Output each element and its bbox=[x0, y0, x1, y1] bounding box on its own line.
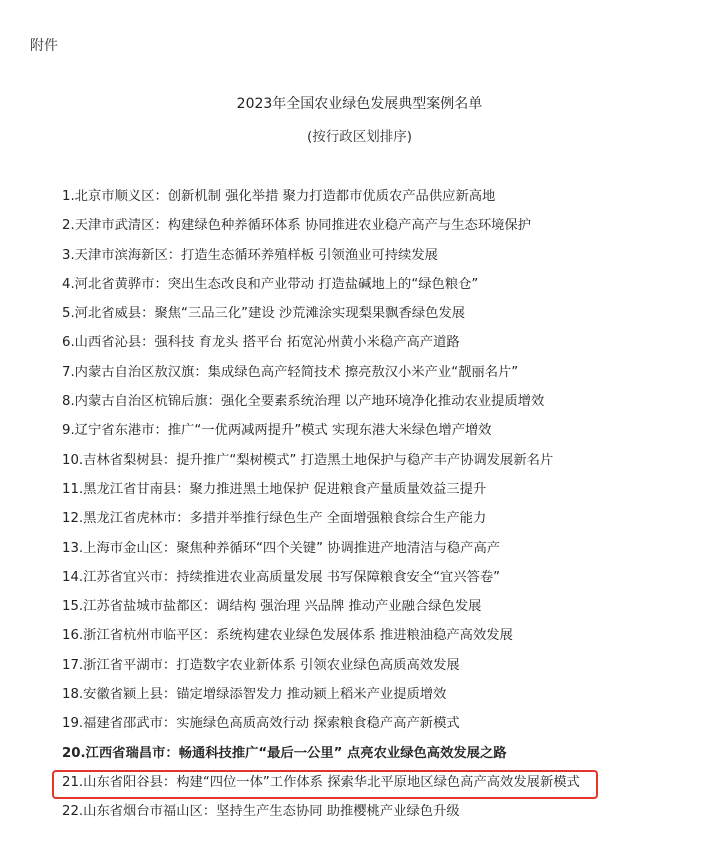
list-item: 18.安徽省颍上县：锚定增绿添智发力 推动颍上稻米产业提质增效 bbox=[62, 687, 447, 703]
list-item-highlighted: 20.江西省瑞昌市：畅通科技推广“最后一公里” 点亮农业绿色高效发展之路 bbox=[62, 745, 507, 761]
list-item: 12.黑龙江省虎林市：多措并举推行绿色生产 全面增强粮食综合生产能力 bbox=[62, 511, 487, 527]
document-subtitle: (按行政区划排序) bbox=[306, 129, 413, 145]
list-item: 4.河北省黄骅市：突出生态改良和产业带动 打造盐碱地上的“绿色粮仓” bbox=[62, 276, 479, 292]
list-item: 6.山西省沁县：强科技 育龙头 搭平台 拓宽沁州黄小米稳产高产道路 bbox=[62, 335, 460, 351]
list-item: 7.内蒙古自治区敖汉旗：集成绿色高产轻简技术 擦亮敖汉小米产业“靓丽名片” bbox=[62, 364, 519, 380]
list-item: 14.江苏省宜兴市：持续推进农业高质量发展 书写保障粮食安全“宜兴答卷” bbox=[62, 569, 501, 585]
list-item: 8.内蒙古自治区杭锦后旗：强化全要素系统治理 以产地环境净化推动农业提质增效 bbox=[62, 394, 545, 410]
list-item: 22.山东省烟台市福山区：坚持生产生态协同 助推樱桃产业绿色升级 bbox=[62, 804, 460, 820]
list-item: 19.福建省邵武市：实施绿色高质高效行动 探索粮食稳产高产新模式 bbox=[62, 716, 460, 732]
attachment-label: 附件 bbox=[30, 38, 58, 54]
list-item: 5.河北省威县：聚焦“三品三化”建设 沙荒滩涂实现梨果飘香绿色发展 bbox=[62, 306, 466, 322]
document-title: 2023年全国农业绿色发展典型案例名单 bbox=[236, 96, 483, 112]
list-item: 10.吉林省梨树县：提升推广“梨树模式” 打造黑土地保护与稳产丰产协调发展新名片 bbox=[62, 452, 554, 468]
list-item: 17.浙江省平湖市：打造数字农业新体系 引领农业绿色高质高效发展 bbox=[62, 657, 460, 673]
list-item: 16.浙江省杭州市临平区：系统构建农业绿色发展体系 推进粮油稳产高效发展 bbox=[62, 628, 513, 644]
list-item: 9.辽宁省东港市：推广“一优两减两提升”模式 实现东港大米绿色增产增效 bbox=[62, 423, 492, 439]
list-item: 13.上海市金山区：聚焦种养循环“四个关键” 协调推进产地清洁与稳产高产 bbox=[62, 540, 501, 556]
list-item: 1.北京市顺义区：创新机制 强化举措 聚力打造都市优质农产品供应新高地 bbox=[62, 189, 496, 204]
list-item: 15.江苏省盐城市盐都区：调结构 强治理 兴品牌 推动产业融合绿色发展 bbox=[62, 599, 482, 615]
list-item: 21.山东省阳谷县：构建“四位一体”工作体系 探索华北平原地区绿色高产高效发展新模式 bbox=[62, 774, 580, 790]
list-item: 2.天津市武清区：构建绿色种养循环体系 协同推进农业稳产高产与生态环境保护 bbox=[62, 218, 532, 234]
list-item: 11.黑龙江省甘南县：聚力推进黑土地保护 促进粮食产量质量效益三提升 bbox=[62, 481, 487, 497]
list-item: 3.天津市滨海新区：打造生态循环养殖样板 引领渔业可持续发展 bbox=[62, 247, 438, 263]
case-list bbox=[62, 186, 580, 831]
highlight-box bbox=[52, 770, 598, 799]
